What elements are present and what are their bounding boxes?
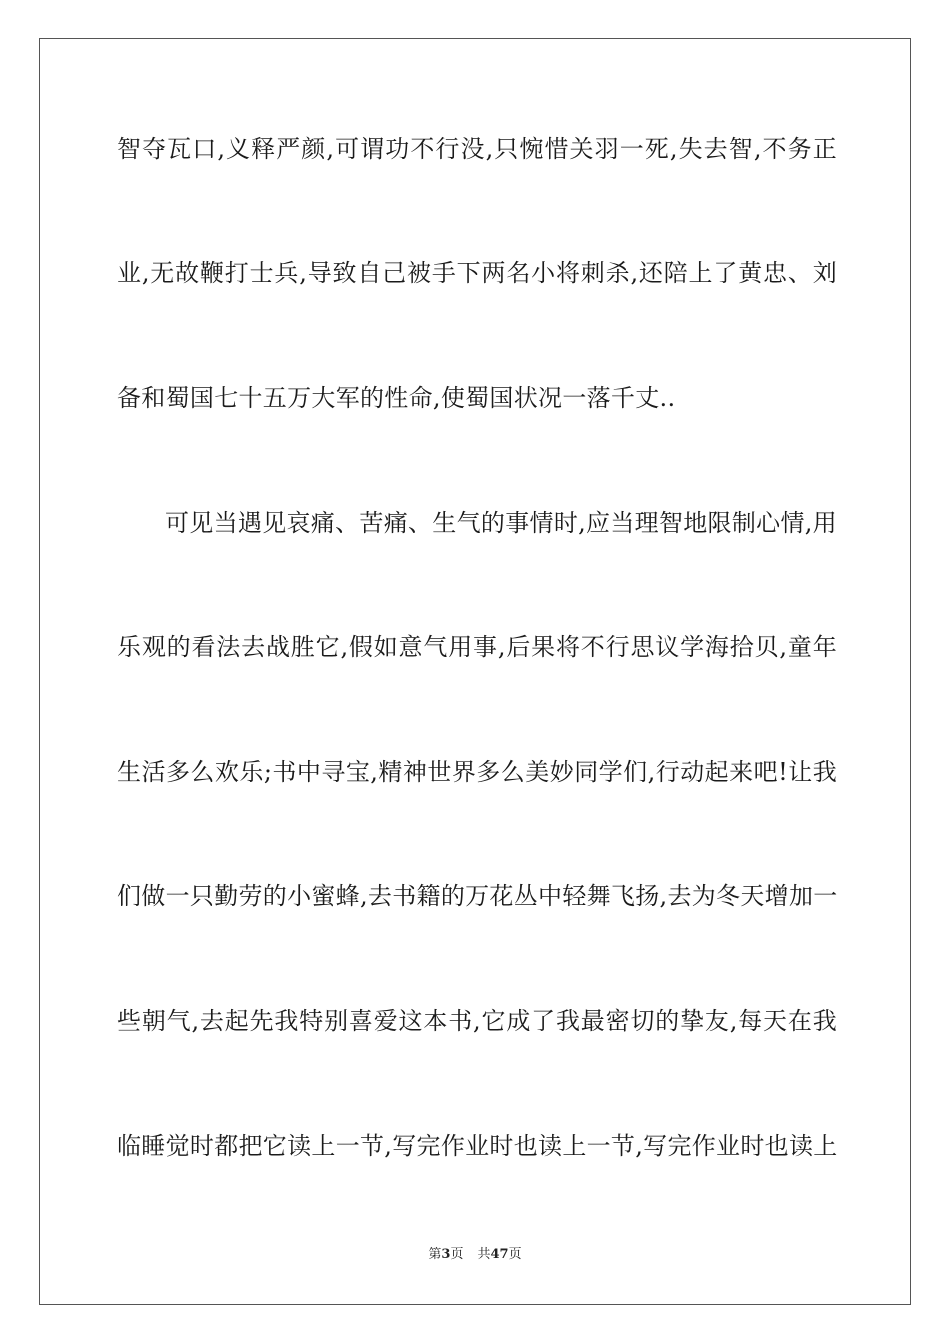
total-prefix: 共 (477, 1247, 491, 1262)
text-line-7: 们做一只勤劳的小蜜蜂,去书籍的万花丛中轻舞飞扬,去为冬天增加一 (117, 882, 838, 910)
page-footer (0, 1246, 950, 1264)
page-suffix: 页 (450, 1247, 464, 1262)
text-line-4-paragraph-start: 可见当遇见哀痛、苦痛、生气的事情时,应当理智地限制心情,用 (165, 509, 837, 537)
text-line-2: 业,无故鞭打士兵,导致自己被手下两名小将刺杀,还陪上了黄忠、刘 (117, 259, 837, 287)
text-line-3: 备和蜀国七十五万大军的性命,使蜀国状况一落千丈.. (117, 384, 676, 412)
text-line-9: 临睡觉时都把它读上一节,写完作业时也读上一节,写完作业时也读上 (117, 1132, 838, 1160)
text-line-5: 乐观的看法去战胜它,假如意气用事,后果将不行思议学海拾贝,童年 (117, 633, 837, 661)
total-pages: 47 (490, 1247, 509, 1262)
total-suffix: 页 (508, 1247, 522, 1262)
page-number: 3 (441, 1247, 451, 1262)
text-line-6: 生活多么欢乐;书中寻宝,精神世界多么美妙同学们,行动起来吧!让我 (117, 758, 837, 786)
page-prefix: 第 (428, 1247, 442, 1262)
page-border (39, 38, 911, 1305)
text-line-1: 智夺瓦口,义释严颜,可谓功不行没,只惋惜关羽一死,失去智,不务正 (117, 135, 837, 163)
text-line-8: 些朝气,去起先我特别喜爱这本书,它成了我最密切的挚友,每天在我 (117, 1007, 837, 1035)
